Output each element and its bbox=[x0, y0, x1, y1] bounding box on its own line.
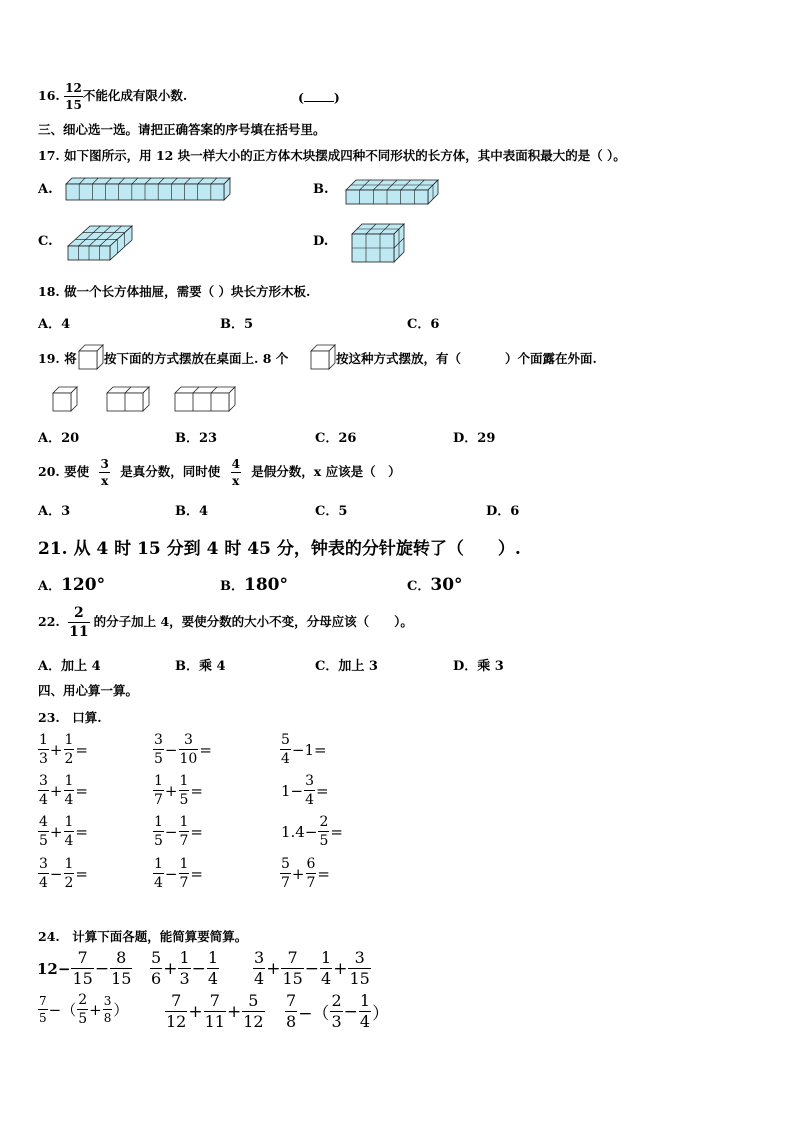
fraction: $\frac{6}{7}$ bbox=[306, 856, 316, 891]
q16-number: 16. bbox=[38, 88, 60, 103]
fraction: $\frac{4}{5}$ bbox=[39, 814, 48, 849]
q17-figure-a bbox=[66, 178, 232, 202]
q23-expression: $\frac{1}{3}$ + $\frac{1}{2}$ = bbox=[39, 732, 88, 767]
q18-option-c[interactable]: C．6 bbox=[407, 317, 440, 332]
q20-fraction-1: $\frac{3}{x}$ bbox=[100, 457, 109, 488]
q23-expression: 1− $\frac{3}{4}$ = bbox=[281, 773, 329, 808]
fraction: $\frac{1}{3}$ bbox=[39, 732, 48, 767]
q24-expression-1: 12− $\frac{7}{15}$ − $\frac{8}{15}$ bbox=[37, 948, 132, 988]
q24-expression-6: $\frac{7}{8}$ −（ $\frac{2}{3}$ − $\frac{1}{4}$ ） bbox=[286, 991, 390, 1031]
q23-expression: $\frac{4}{5}$ + $\frac{1}{4}$ = bbox=[39, 814, 88, 849]
q17-figure-b bbox=[346, 178, 440, 206]
q22-option-a[interactable]: A．加上 4 bbox=[38, 659, 101, 674]
fraction: $\frac{3}{4}$ bbox=[305, 773, 315, 808]
q19-option-c[interactable]: C．26 bbox=[315, 431, 357, 446]
q16-fraction: $\frac{12}{15}$ bbox=[65, 81, 82, 112]
fraction: $\frac{1}{5}$ bbox=[154, 814, 163, 849]
q19-cube-icon-1 bbox=[78, 344, 104, 370]
section-4-title: 四、用心算一算。 bbox=[38, 683, 139, 698]
q20-option-b[interactable]: B．4 bbox=[175, 504, 209, 519]
q18-text: 做一个长方体抽屉，需要（ ）块长方形木板. bbox=[64, 284, 311, 299]
q22-option-b[interactable]: B．乘 4 bbox=[175, 659, 226, 674]
q20-option-c[interactable]: C．5 bbox=[315, 504, 348, 519]
q24-expression-2: $\frac{5}{6}$ + $\frac{1}{3}$ − $\frac{1}{4}$ bbox=[151, 948, 219, 988]
q23-expression: $\frac{3}{5}$ − $\frac{3}{10}$ = bbox=[154, 732, 212, 767]
fraction: $\frac{5}{4}$ bbox=[281, 732, 290, 767]
fraction: $\frac{3}{4}$ bbox=[39, 773, 48, 808]
q21-option-a[interactable]: A．120° bbox=[38, 575, 106, 595]
q17-option-a-label[interactable]: A. bbox=[38, 182, 53, 197]
q22-option-c[interactable]: C．加上 3 bbox=[315, 659, 378, 674]
fraction: $\frac{1}{2}$ bbox=[64, 732, 74, 767]
question-18: 18. 做一个长方体抽屉，需要（ ）块长方形木板. bbox=[38, 284, 311, 299]
q17-option-c-label[interactable]: C. bbox=[38, 234, 53, 249]
fraction: $\frac{3}{4}$ bbox=[39, 856, 48, 891]
q19-arrangement-3 bbox=[174, 386, 236, 412]
question-17: 17. 如下图所示，用 12 块一样大小的正方体木块摆成四种不同形状的长方体，其中表面积最大的是（ ）。 bbox=[38, 148, 626, 163]
q16-text: 不能化成有限小数. bbox=[82, 88, 188, 103]
q17-figure-d bbox=[352, 224, 406, 264]
question-20: 20. 要使 $\frac{3}{x}$ 是真分数，同时使 $\frac{4}{x}$ 是假分数，x 应该是（ ） bbox=[38, 457, 401, 488]
q17-option-b-label[interactable]: B. bbox=[313, 182, 329, 197]
fraction: $\frac{3}{5}$ bbox=[154, 732, 163, 767]
q19-cube-icon-2 bbox=[310, 344, 336, 370]
question-22: 22. $\frac{2}{11}$ 的分子加上 4，要使分数的大小不变，分母应该（ ）。 bbox=[38, 605, 413, 640]
q19-option-a[interactable]: A．20 bbox=[38, 431, 80, 446]
q22-fraction: $\frac{2}{11}$ bbox=[69, 605, 89, 640]
q20-option-a[interactable]: A．3 bbox=[38, 504, 71, 519]
fraction: $\frac{5}{7}$ bbox=[281, 856, 290, 891]
q20-option-d[interactable]: D．6 bbox=[486, 504, 520, 519]
q17-figure-c bbox=[68, 224, 134, 262]
q23-expression: $\frac{3}{4}$ + $\frac{1}{4}$ = bbox=[39, 773, 88, 808]
q23-expression: $\frac{5}{4}$ −1= bbox=[281, 732, 327, 767]
question-23-title: 23. 口算. bbox=[38, 710, 102, 725]
fraction: $\frac{1}{4}$ bbox=[64, 773, 74, 808]
fraction: $\frac{1}{5}$ bbox=[179, 773, 189, 808]
q23-expression: $\frac{3}{4}$ − $\frac{1}{2}$ = bbox=[39, 856, 88, 891]
q24-expression-5: $\frac{7}{12}$ + $\frac{7}{11}$ + $\frac{5}{12}$ bbox=[166, 991, 264, 1031]
fraction: $\frac{1}{4}$ bbox=[154, 856, 163, 891]
fraction: $\frac{1}{7}$ bbox=[179, 814, 189, 849]
q24-expression-3: $\frac{3}{4}$ + $\frac{7}{15}$ − $\frac{1}{4}$ + $\frac{3}{15}$ bbox=[254, 948, 370, 988]
q16-answer-blank[interactable] bbox=[304, 89, 334, 102]
q21-option-b[interactable]: B．180° bbox=[220, 575, 288, 595]
question-16 bbox=[38, 82, 187, 111]
fraction: $\frac{3}{10}$ bbox=[179, 732, 198, 767]
q16-answer-paren[interactable]: ( ) bbox=[298, 90, 340, 105]
q23-expression: $\frac{1}{4}$ − $\frac{1}{7}$ = bbox=[154, 856, 203, 891]
fraction: $\frac{2}{5}$ bbox=[319, 814, 329, 849]
q18-option-b[interactable]: B．5 bbox=[220, 317, 254, 332]
q24-expression-4: $\frac{7}{5}$ −（ $\frac{2}{5}$ + $\frac{3}{8}$ ） bbox=[39, 992, 129, 1027]
section-3-title: 三、细心选一选。请把正确答案的序号填在括号里。 bbox=[38, 122, 326, 137]
fraction: $\frac{1}{2}$ bbox=[64, 856, 74, 891]
q21-option-c[interactable]: C．30° bbox=[407, 575, 463, 595]
q22-option-d[interactable]: D．乘 3 bbox=[453, 659, 504, 674]
q23-expression: $\frac{1}{7}$ + $\frac{1}{5}$ = bbox=[154, 773, 203, 808]
q19-arrangement-2 bbox=[106, 386, 150, 412]
q18-option-a[interactable]: A．4 bbox=[38, 317, 71, 332]
fraction: $\frac{1}{4}$ bbox=[64, 814, 74, 849]
q20-fraction-2: $\frac{4}{x}$ bbox=[231, 457, 240, 488]
q19-text-3: 按这种方式摆放，有（ ）个面露在外面. bbox=[336, 351, 597, 366]
q19-text-2: 按下面的方式摆放在桌面上. 8 个 bbox=[104, 351, 289, 366]
q23-expression: 1.4− $\frac{2}{5}$ = bbox=[281, 814, 343, 849]
fraction: $\frac{1}{7}$ bbox=[154, 773, 163, 808]
q19-arrangement-1 bbox=[52, 386, 78, 412]
q23-expression: $\frac{1}{5}$ − $\frac{1}{7}$ = bbox=[154, 814, 203, 849]
q19-option-d[interactable]: D．29 bbox=[453, 431, 496, 446]
question-21: 21. 从 4 时 15 分到 4 时 45 分，钟表的分针旋转了（ ）. bbox=[38, 539, 521, 559]
q17-option-d-label[interactable]: D. bbox=[313, 234, 329, 249]
question-19: 19. 将 bbox=[38, 351, 77, 366]
q17-text: 如下图所示，用 12 块一样大小的正方体木块摆成四种不同形状的长方体，其中表面积最大的是（ ）。 bbox=[64, 148, 626, 163]
q23-expression: $\frac{5}{7}$ + $\frac{6}{7}$ = bbox=[281, 856, 330, 891]
fraction: $\frac{1}{7}$ bbox=[179, 856, 189, 891]
question-24-title: 24. 计算下面各题，能简算要简算。 bbox=[38, 929, 248, 944]
q19-option-b[interactable]: B．23 bbox=[175, 431, 218, 446]
